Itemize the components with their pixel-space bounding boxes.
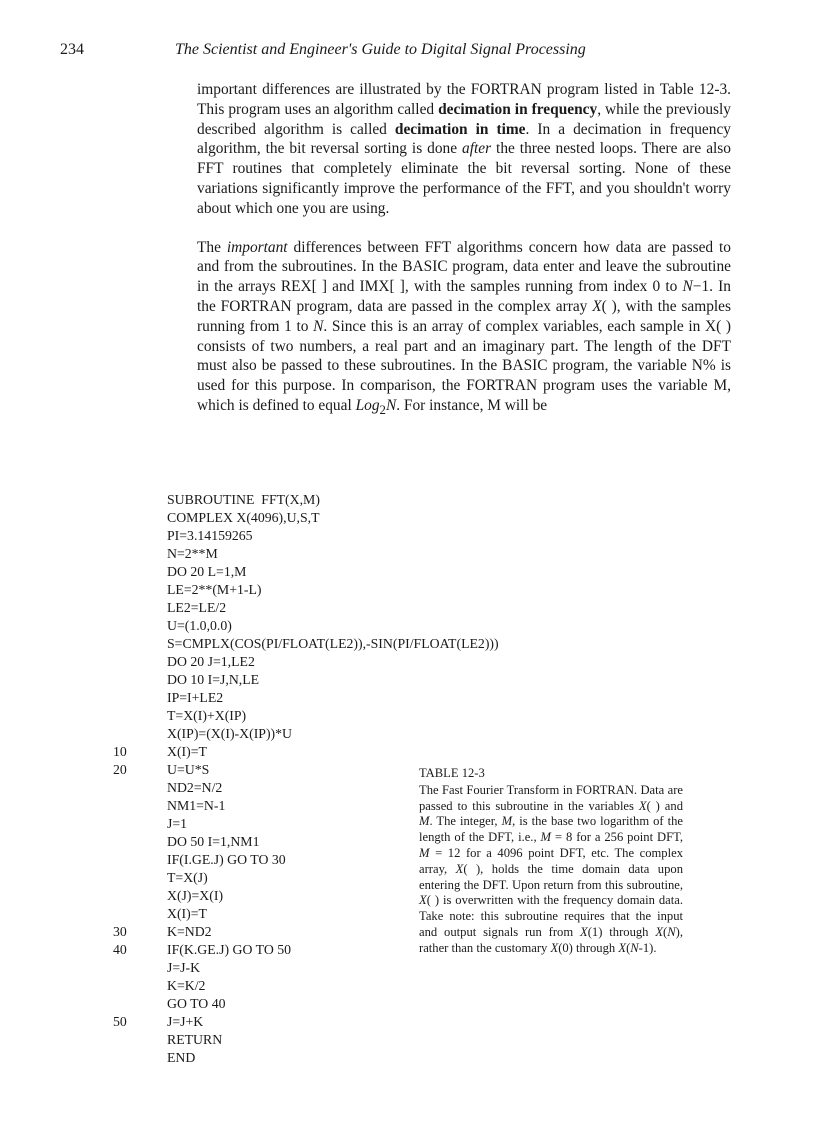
code-text: RETURN (167, 1032, 223, 1047)
line-label (113, 635, 167, 653)
line-label: 40 (113, 942, 127, 957)
code-text: J=J+K (167, 1014, 204, 1029)
code-text: X(I)=T (167, 744, 207, 759)
text-run: important (226, 238, 288, 256)
text-run: . Since this is an array of complex variables, each sample in X( ) consists of two numbers, a real part and an imaginary part. The length of the DFT must also be passed to these subroutines. In the BASIC program, the variable N% is used for this purpose. In comparison, the FORTRAN program uses the variable M, which is defined to equal (197, 317, 732, 414)
text-run: N (385, 396, 397, 414)
text-run: M (501, 814, 513, 829)
code-text: S=CMPLX(COS(PI/FLOAT(LE2)),-SIN(PI/FLOAT(LE2))) (167, 636, 499, 651)
code-text: DO 50 I=1,NM1 (167, 834, 260, 849)
code-text: IF(K.GE.J) GO TO 50 (167, 942, 292, 957)
line-label (113, 725, 167, 743)
code-text: U=(1.0,0.0) (167, 618, 232, 633)
page-number: 234 (60, 41, 84, 58)
text-run: -1). (638, 940, 657, 955)
line-label (113, 617, 167, 635)
text-run: M (540, 830, 552, 845)
text-run: ( ), with the samples running from 1 to (197, 297, 731, 335)
text-run: the three nested loops. There are also FFT routines that completely eliminate the bit reversal sorting. None of these variations significantly improve the performance of the FFT, and you shouldn't worry about which one you are using. (197, 140, 731, 217)
code-text: U=U*S (167, 762, 210, 777)
line-label (113, 509, 167, 527)
line-label (113, 959, 167, 977)
text-run: X (455, 861, 464, 876)
code-line (113, 959, 583, 977)
text-run: X (592, 297, 602, 315)
text-run: . In a decimation in frequency algorithm, the bit reversal sorting is done (197, 120, 731, 158)
text-run: ( ) is overwritten with the frequency domain data. Take note: this subroutine requires that the input and output signals run from (419, 893, 683, 939)
line-label (113, 851, 167, 869)
line-label (113, 815, 167, 833)
text-run: X (655, 924, 664, 939)
code-text: X(J)=X(I) (167, 888, 224, 903)
code-text: J=1 (167, 816, 188, 831)
line-label (113, 545, 167, 563)
code-line (113, 977, 583, 995)
text-run: N (682, 278, 693, 296)
text-run: X (638, 798, 647, 813)
text-run: differences between FFT algorithms concern how data are passed to and from the subroutines. In the BASIC program, data enter and leave the subroutine in the arrays REX[ ] and IMX[ ], with the samples running from index 0 to (197, 238, 731, 296)
code-line (113, 671, 583, 689)
text-run: N (630, 940, 639, 955)
code-text: PI=3.14159265 (167, 528, 253, 543)
text-run: ( (626, 940, 631, 955)
caption-title: TABLE 12-3 (419, 766, 485, 780)
code-text: GO TO 40 (167, 996, 226, 1011)
code-text: IF(I.GE.J) GO TO 30 (167, 852, 286, 867)
code-line (113, 491, 583, 509)
line-label: 10 (113, 744, 127, 759)
text-run: decimation in frequency (438, 100, 598, 118)
text-run: The Fast Fourier Transform in FORTRAN. Data are passed to this subroutine in the variables (419, 782, 683, 813)
code-text: END (167, 1050, 196, 1065)
code-line (113, 581, 583, 599)
page-header (0, 41, 816, 63)
text-run: X (580, 924, 588, 939)
text-run: 2 (379, 403, 386, 418)
code-text: K=ND2 (167, 924, 212, 939)
code-line (113, 617, 583, 635)
line-label (113, 779, 167, 797)
line-label (113, 689, 167, 707)
line-label (113, 887, 167, 905)
paragraph (197, 238, 731, 421)
text-run: ( ), holds the time domain data upon entering the DFT. Upon return from this subroutine, (419, 861, 683, 892)
line-label (113, 869, 167, 887)
text-run: The (197, 238, 227, 256)
text-run: N (313, 317, 324, 335)
text-run: ( ) and (646, 798, 683, 813)
text-run: , is the base two logarithm of the length of the DFT, i.e., (419, 814, 683, 845)
code-text: ND2=N/2 (167, 780, 223, 795)
text-run: ), rather than the customary (419, 924, 683, 955)
code-text: DO 20 L=1,M (167, 564, 247, 579)
text-run: M (419, 845, 430, 860)
text-run: , while the previously described algorithm is called (197, 100, 732, 138)
line-label (113, 1031, 167, 1049)
code-line (113, 1031, 583, 1049)
code-line (113, 995, 583, 1013)
paragraph (197, 80, 731, 219)
code-text: X(IP)=(X(I)-X(IP))*U (167, 726, 293, 741)
line-label: 20 (113, 762, 127, 777)
line-label (113, 797, 167, 815)
line-label: 50 (113, 1014, 127, 1029)
code-text: IP=I+LE2 (167, 690, 224, 705)
line-label (113, 653, 167, 671)
line-label (113, 707, 167, 725)
line-label (113, 527, 167, 545)
text-run: important differences are illustrated by the FORTRAN program listed in Table 12-3. This program uses an algorithm called (197, 81, 731, 118)
code-line (113, 563, 583, 581)
code-line (113, 545, 583, 563)
running-title: The Scientist and Engineer's Guide to Digital Signal Processing (175, 41, 586, 58)
code-text: LE2=LE/2 (167, 600, 227, 615)
text-run: (1) through (587, 924, 656, 939)
code-line (113, 725, 583, 743)
code-text: J=J-K (167, 960, 201, 975)
code-text: COMPLEX X(4096),U,S,T (167, 510, 320, 525)
table-caption (419, 766, 683, 957)
line-label (113, 995, 167, 1013)
code-text: T=X(I)+X(IP) (167, 708, 247, 723)
code-line (113, 635, 583, 653)
text-run: ( (663, 924, 668, 939)
text-run: X (618, 940, 627, 955)
code-line (113, 707, 583, 725)
line-label (113, 671, 167, 689)
text-run: −1. In the FORTRAN program, data are passed in the complex array (197, 278, 731, 315)
text-run: = 8 for a 256 point DFT, (551, 830, 684, 845)
code-line (113, 599, 583, 617)
code-line (113, 1049, 583, 1067)
text-run: Log (355, 396, 380, 414)
line-label (113, 1049, 167, 1067)
text-run: M (419, 814, 430, 829)
line-label (113, 581, 167, 599)
code-line (113, 743, 583, 761)
code-text: NM1=N-1 (167, 798, 226, 813)
caption-text (419, 783, 683, 957)
line-label (113, 491, 167, 509)
text-run: X (419, 893, 427, 908)
line-label: 30 (113, 924, 127, 939)
text-run: X (550, 940, 559, 955)
code-line (113, 689, 583, 707)
line-label (113, 599, 167, 617)
code-line (113, 509, 583, 527)
body-text (197, 80, 731, 421)
line-label (113, 833, 167, 851)
code-line (113, 653, 583, 671)
text-run: N (667, 924, 676, 939)
line-label (113, 905, 167, 923)
code-text: DO 10 I=J,N,LE (167, 672, 260, 687)
line-label (113, 563, 167, 581)
code-text: T=X(J) (167, 870, 208, 885)
code-text: DO 20 J=1,LE2 (167, 654, 255, 669)
code-line (113, 1013, 583, 1031)
code-text: X(I)=T (167, 906, 207, 921)
text-run: after (462, 140, 492, 158)
code-text: SUBROUTINE FFT(X,M) (167, 492, 320, 507)
text-run: (0) through (558, 940, 619, 955)
code-text: K=K/2 (167, 978, 206, 993)
code-line (113, 527, 583, 545)
text-run: . For instance, M will be (396, 396, 548, 414)
text-run: = 12 for a 4096 point DFT, etc. The complex array, (419, 845, 683, 876)
code-text: N=2**M (167, 546, 218, 561)
text-run: . The integer, (429, 814, 502, 829)
line-label (113, 977, 167, 995)
code-text: LE=2**(M+1-L) (167, 582, 262, 597)
text-run: decimation in time (394, 120, 526, 138)
